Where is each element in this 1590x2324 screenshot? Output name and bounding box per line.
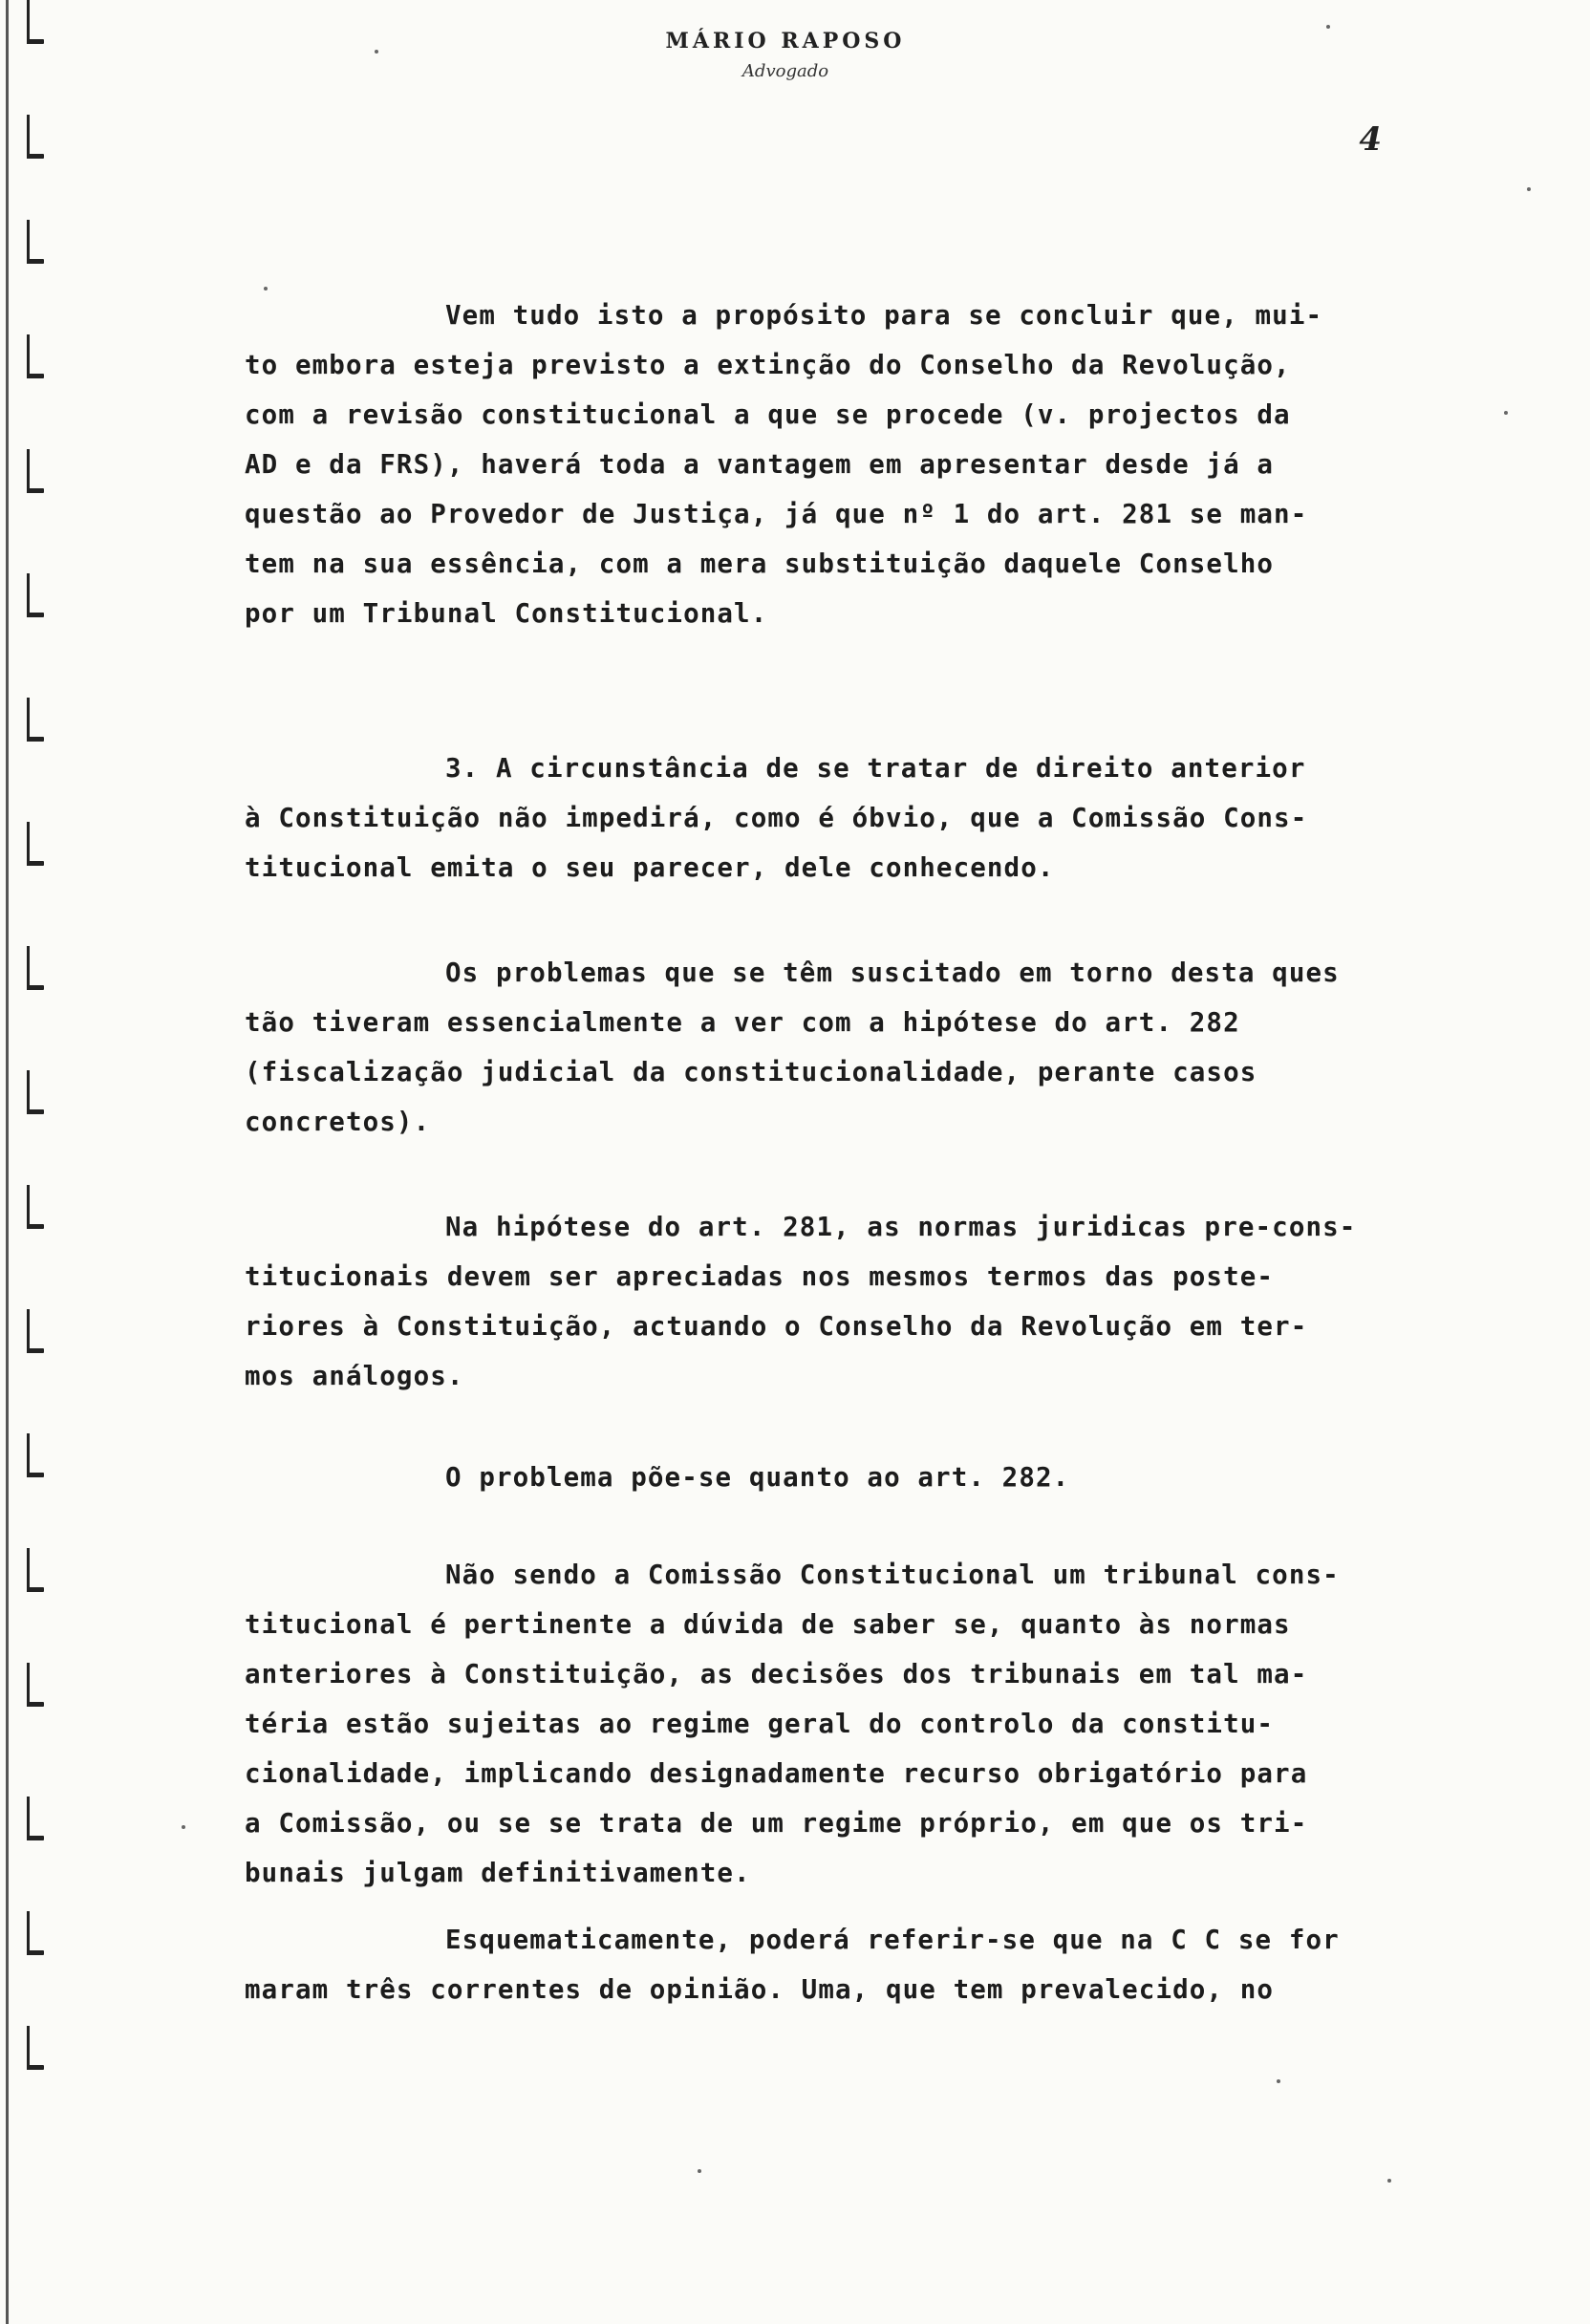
- text-line: tem na sua essência, com a mera substituição daquele Conselho: [245, 549, 1275, 579]
- speck: [264, 287, 268, 290]
- binder-hole-mark: [27, 1070, 48, 1114]
- binder-hole-mark: [27, 946, 48, 990]
- letterhead-role: Advogado: [741, 61, 829, 81]
- text-line: concretos).: [245, 1107, 431, 1137]
- text-line: to embora esteja previsto a extinção do Conselho da Revolução,: [245, 350, 1291, 380]
- letterhead-name: MÁRIO RAPOSO: [665, 29, 906, 54]
- text-line: 3. A circunstância de se tratar de direito anterior: [445, 753, 1306, 784]
- speck: [182, 1825, 185, 1829]
- binder-margin: [0, 0, 67, 2324]
- binder-hole-mark: [27, 1548, 48, 1592]
- paragraph: [245, 948, 1515, 1147]
- binder-hole-mark: [27, 2026, 48, 2070]
- binder-hole-mark: [27, 1797, 48, 1840]
- speck: [1504, 411, 1508, 415]
- text-line: Os problemas que se têm suscitado em torno desta ques: [445, 958, 1340, 988]
- text-line: tão tiveram essencialmente a ver com a hipótese do art. 282: [245, 1007, 1240, 1038]
- speck: [1277, 2079, 1280, 2083]
- text-line: Esquematicamente, poderá referir-se que na C C se for: [445, 1925, 1340, 1955]
- text-line: questão ao Provedor de Justiça, já que nº 1 do art. 281 se man-: [245, 499, 1308, 529]
- text-line: titucional emita o seu parecer, dele conhecendo.: [245, 852, 1055, 883]
- paragraph: [245, 743, 1515, 893]
- text-line: O problema põe-se quanto ao art. 282.: [445, 1462, 1070, 1493]
- binder-hole-mark: [27, 115, 48, 159]
- text-line: à Constituição não impedirá, como é óbvio, que a Comissão Cons-: [245, 803, 1308, 833]
- speck: [1527, 187, 1531, 191]
- paragraph: [245, 290, 1515, 638]
- binder-hole-mark: [27, 1309, 48, 1353]
- page-edge-line: [6, 0, 9, 2324]
- text-line: bunais julgam definitivamente.: [245, 1858, 751, 1888]
- text-line: mos análogos.: [245, 1361, 464, 1391]
- binder-hole-mark: [27, 1185, 48, 1229]
- text-line: por um Tribunal Constitucional.: [245, 598, 768, 629]
- binder-hole-mark: [27, 573, 48, 617]
- text-line: titucionais devem ser apreciadas nos mesmos termos das poste-: [245, 1261, 1275, 1292]
- paragraph: [245, 1452, 1515, 1502]
- speck: [698, 2169, 701, 2173]
- text-line: Vem tudo isto a propósito para se concluir que, mui-: [445, 300, 1323, 331]
- text-line: (fiscalização judicial da constitucionalidade, perante casos: [245, 1057, 1257, 1087]
- speck: [1387, 2179, 1391, 2183]
- text-line: Na hipótese do art. 281, as normas juridicas pre-cons-: [445, 1212, 1357, 1242]
- binder-hole-mark: [27, 698, 48, 742]
- binder-hole-mark: [27, 449, 48, 493]
- text-line: Não sendo a Comissão Constitucional um tribunal cons-: [445, 1560, 1340, 1590]
- text-line: cionalidade, implicando designadamente recurso obrigatório para: [245, 1758, 1308, 1789]
- text-line: maram três correntes de opinião. Uma, que tem prevalecido, no: [245, 1974, 1275, 2005]
- paragraph: [245, 1202, 1515, 1401]
- binder-hole-mark: [27, 220, 48, 264]
- text-line: riores à Constituição, actuando o Conselho da Revolução em ter-: [245, 1311, 1308, 1342]
- text-line: AD e da FRS), haverá toda a vantagem em apresentar desde já a: [245, 449, 1275, 480]
- text-line: titucional é pertinente a dúvida de saber se, quanto às normas: [245, 1609, 1291, 1640]
- text-line: com a revisão constitucional a que se procede (v. projectos da: [245, 399, 1291, 430]
- binder-hole-mark: [27, 1911, 48, 1955]
- letterhead: [0, 29, 1590, 81]
- speck: [375, 50, 378, 54]
- binder-hole-mark: [27, 1433, 48, 1477]
- binder-hole-mark: [27, 1663, 48, 1707]
- page-number: 4: [1359, 120, 1382, 159]
- binder-hole-mark: [27, 822, 48, 866]
- paragraph: [245, 1550, 1515, 1898]
- speck: [1326, 25, 1330, 29]
- paragraph: [245, 1915, 1515, 2014]
- text-line: a Comissão, ou se se trata de um regime próprio, em que os tri-: [245, 1808, 1308, 1839]
- binder-hole-mark: [27, 334, 48, 378]
- text-line: téria estão sujeitas ao regime geral do controlo da constitu-: [245, 1709, 1275, 1739]
- text-line: anteriores à Constituição, as decisões dos tribunais em tal ma-: [245, 1659, 1308, 1689]
